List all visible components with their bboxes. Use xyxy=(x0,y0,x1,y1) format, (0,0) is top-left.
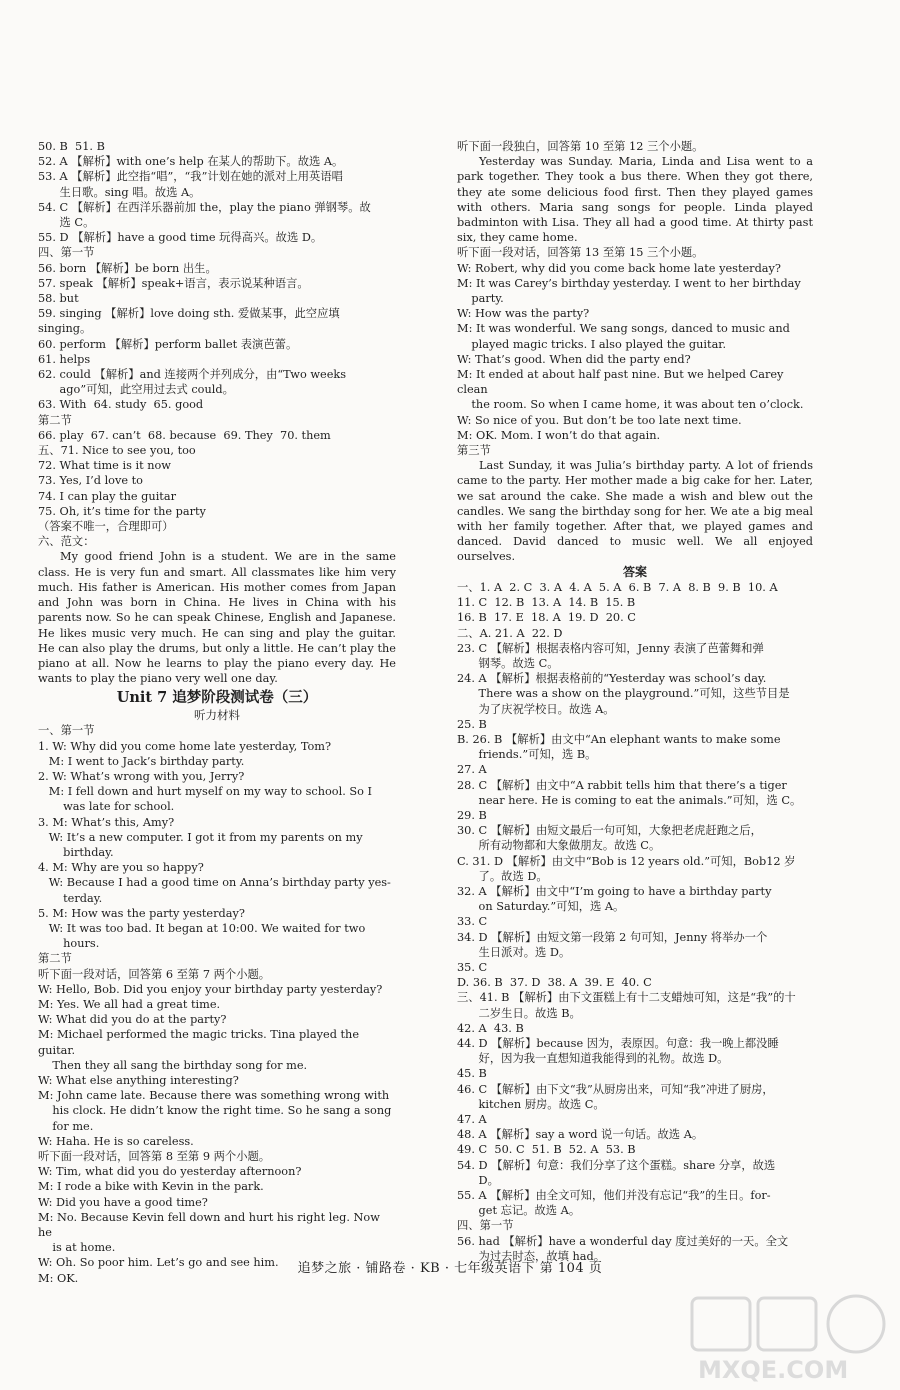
answer-line: 60. perform 【解析】perform ballet 表演芭蕾。 xyxy=(38,337,298,351)
answer-line: 44. D 【解析】because 因为，表原因。句意：我一晚上都没睡 xyxy=(457,1036,779,1050)
answer-line: 五、71. Nice to see you, too xyxy=(38,444,196,458)
listening-line: W: It’s a new computer. I got it from my parents on my xyxy=(38,830,363,844)
listening-line: W: So nice of you. But don’t be too late next time. xyxy=(457,413,742,427)
listening-line: played magic tricks. I also played the guitar. xyxy=(457,337,727,351)
answer-line: on Saturday.”可知，选 A。 xyxy=(457,900,625,914)
listening-line: W: Robert, why did you come back home late yesterday? xyxy=(457,261,781,275)
page-footer: 追梦之旅 · 铺路卷 · KB · 七年级英语下 第 104 页 xyxy=(297,1261,603,1276)
listening-line: W: Hello, Bob. Did you enjoy your birthday party yesterday? xyxy=(38,982,383,996)
answer-line: 11. C 12. B 13. A 14. B 15. B xyxy=(457,596,636,610)
answer-line: 25. B xyxy=(457,717,487,731)
listening-line: M: It was wonderful. We sang songs, danced to music and xyxy=(457,322,790,336)
listening-line: 一、第一节 xyxy=(38,724,95,738)
listening-line: M: I fell down and hurt myself on my way to school. So I xyxy=(38,785,372,799)
answer-line: 一、1. A 2. C 3. A 4. A 5. A 6. B 7. A 8. B 9. B 10. A xyxy=(457,580,778,594)
listening-line: 第二节 xyxy=(38,952,72,966)
listening-line: 听下面一段独白，回答第 10 至第 12 三个小题。 xyxy=(457,140,704,153)
listening-line: 2. W: What’s wrong with you, Jerry? xyxy=(38,769,245,783)
answer-line: 57. speak 【解析】speak+语言，表示说某种语言。 xyxy=(38,276,309,290)
answer-line: 32. A 【解析】由文中“I’m going to have a birthday party xyxy=(457,884,772,898)
answer-line: 二岁生日。故选 B。 xyxy=(457,1006,581,1020)
listening-line: M: It ended at about half past nine. But we helped Carey clean xyxy=(457,368,788,397)
listening-line: 第三节 xyxy=(457,444,491,458)
answer-line: 四、第一节 xyxy=(457,1219,514,1233)
answer-line: 73. Yes, I’d love to xyxy=(38,474,143,488)
answer-line: 所有动物都和大象做朋友。故选 C。 xyxy=(457,839,661,853)
answer-line: 72. What time is it now xyxy=(38,459,171,473)
answer-line: 63. With 64. study 65. good xyxy=(38,398,204,412)
answer-line: 二、A. 21. A 22. D xyxy=(457,626,563,640)
listening-line: the room. So when I came home, it was about ten o’clock. xyxy=(457,398,804,412)
answer-line: 30. C 【解析】由短文最后一句可知，大象把老虎赶跑之后， xyxy=(457,824,762,838)
answer-line: 54. D 【解析】句意：我们分享了这个蛋糕。share 分享，故选 xyxy=(457,1158,776,1172)
answer-line: 24. A 【解析】根据表格前的“Yesterday was school’s day. xyxy=(457,672,767,686)
left-column xyxy=(38,139,396,1286)
answer-line: 了。故选 D。 xyxy=(457,869,548,883)
passage-paragraph: Last Sunday, it was Julia’s birthday party. A lot of friends came to the party. Her mother made a big cake for her. Later, we sat around the cake. She made a wish and blew out the candles. We sang the birthday song for her. We ate a big meal with her family together. After that, we played games and danced. David danced to music well. We all enjoyed ourselves. xyxy=(457,459,813,564)
listening-line: W: Tim, what did you do yesterday afternoon? xyxy=(38,1165,302,1179)
answer-line: D。 xyxy=(457,1173,499,1187)
answer-line: 16. B 17. E 18. A 19. D 20. C xyxy=(457,611,636,625)
right-column xyxy=(457,139,813,1264)
answer-line: 61. helps xyxy=(38,352,91,366)
listening-line: is at home. xyxy=(38,1241,116,1255)
listening-line: W: That’s good. When did the party end? xyxy=(457,352,691,366)
answer-line: （答案不唯一，合理即可） xyxy=(38,520,174,534)
answer-line: 三、41. B 【解析】由下文蛋糕上有十二支蜡烛可知，这是“我”的十 xyxy=(457,991,796,1005)
answer-line: 75. Oh, it’s time for the party xyxy=(38,504,206,518)
listening-line: M: OK. xyxy=(38,1271,79,1285)
answer-line: 35. C xyxy=(457,960,488,974)
listening-line: M: I went to Jack’s birthday party. xyxy=(38,754,245,768)
listening-line: W: How was the party? xyxy=(457,307,590,321)
answer-line: 为过去时态，故填 had。 xyxy=(457,1249,606,1263)
listening-line: M: I rode a bike with Kevin in the park. xyxy=(38,1180,264,1194)
svg-text:MXQE.COM: MXQE.COM xyxy=(698,1356,849,1384)
listening-line: W: It was too bad. It began at 10:00. We waited for two xyxy=(38,921,366,935)
listening-line: W: What else anything interesting? xyxy=(38,1073,239,1087)
monologue-paragraph: Yesterday was Sunday. Maria, Linda and Lisa went to a park together. They took a bus there. When they got there, they ate some delicious food first. Then they played games with others. Maria sang songs for people. Linda played badminton with Lisa. They all had a good time. At thirty past six, they came home. xyxy=(457,155,813,245)
answer-line: C. 31. D 【解析】由文中“Bob is 12 years old.”可知，Bob12 岁 xyxy=(457,854,796,868)
answer-line: 56. born 【解析】be born 出生。 xyxy=(38,261,217,275)
answer-line: friends.”可知，选 B。 xyxy=(457,748,597,762)
answer-line: 45. B xyxy=(457,1067,487,1081)
listening-line: W: Did you have a good time? xyxy=(38,1195,208,1209)
answer-line: 55. D 【解析】have a good time 玩得高兴。故选 D。 xyxy=(38,231,323,245)
answer-line: 27. A xyxy=(457,763,487,777)
listening-line: M: Michael performed the magic tricks. Tina played the guitar. xyxy=(38,1028,363,1057)
listening-line: W: Because I had a good time on Anna’s birthday party yes- xyxy=(38,876,391,890)
answer-line: 四、第一节 xyxy=(38,246,95,260)
listening-line: birthday. xyxy=(38,845,114,859)
answer-line: 生日派对。选 D。 xyxy=(457,945,571,959)
answer-line: 48. A 【解析】say a word 说一句话。故选 A。 xyxy=(457,1128,704,1142)
answer-line: 钢琴。故选 C。 xyxy=(457,656,559,670)
answer-line: 第二节 xyxy=(38,413,72,427)
answer-line: 好，因为我一直想知道我能得到的礼物。故选 D。 xyxy=(457,1052,729,1066)
answer-line: 59. singing 【解析】love doing sth. 爱做某事，此空应填 singing。 xyxy=(38,307,344,336)
listening-line: his clock. He didn’t know the right time. So he sang a song xyxy=(38,1104,392,1118)
listening-line: W: Haha. He is so careless. xyxy=(38,1134,194,1148)
answer-line: 23. C 【解析】根据表格内容可知，Jenny 表演了芭蕾舞和弹 xyxy=(457,641,764,655)
listening-line: for me. xyxy=(38,1119,94,1133)
answer-line: get 忘记。故选 A。 xyxy=(457,1204,581,1218)
listening-line: M: It was Carey’s birthday yesterday. I went to her birthday xyxy=(457,276,801,290)
listening-line: 听下面一段对话，回答第 6 至第 7 两个小题。 xyxy=(38,967,271,981)
answer-line: B. 26. B 【解析】由文中“An elephant wants to make some xyxy=(457,732,781,746)
listening-line: M: John came late. Because there was something wrong with xyxy=(38,1089,390,1103)
answer-line: 58. but xyxy=(38,292,79,306)
answer-line: 33. C xyxy=(457,915,488,929)
listening-line: 听下面一段对话，回答第 13 至第 15 三个小题。 xyxy=(457,246,704,260)
answer-line: near here. He is coming to eat the animals.”可知，选 C。 xyxy=(457,793,802,807)
answer-line: 28. C 【解析】由文中“A rabbit tells him that there’s a tiger xyxy=(457,778,787,792)
answer-line: 52. A 【解析】with one’s help 在某人的帮助下。故选 A。 xyxy=(38,155,344,169)
listening-line: 5. M: How was the party yesterday? xyxy=(38,906,245,920)
listening-subtitle: 听力材料 xyxy=(194,708,240,723)
answer-line: 66. play 67. can’t 68. because 69. They 70. them xyxy=(38,428,331,442)
answer-line: 50. B 51. B xyxy=(38,140,105,153)
answer-line: 生日歌。sing 唱。故选 A。 xyxy=(38,185,201,199)
unit-title: Unit 7 追梦阶段测试卷（三） xyxy=(116,689,318,707)
answer-line: 47. A xyxy=(457,1113,487,1126)
listening-line: was late for school. xyxy=(38,800,175,814)
listening-line: 3. M: What’s this, Amy? xyxy=(38,815,175,829)
listening-line: 4. M: Why are you so happy? xyxy=(38,861,204,875)
listening-line: 1. W: Why did you come home late yesterday, Tom? xyxy=(38,739,332,753)
answer-line: There was a show on the playground.”可知，这些节目是 xyxy=(457,687,790,701)
answer-line: kitchen 厨房。故选 C。 xyxy=(457,1097,605,1111)
answer-line: 55. A 【解析】由全文可知，他们并没有忘记“我”的生日。for- xyxy=(457,1189,771,1203)
listening-line: M: No. Because Kevin fell down and hurt his right leg. Now he xyxy=(38,1210,384,1240)
answer-line: D. 36. B 37. D 38. A 39. E 40. C xyxy=(457,976,652,990)
answer-line: 29. B xyxy=(457,808,487,822)
answer-line: ago”可知，此空用过去式 could。 xyxy=(38,383,234,397)
listening-line: W: What did you do at the party? xyxy=(38,1013,227,1027)
listening-line: 听下面一段对话，回答第 8 至第 9 两个小题。 xyxy=(38,1150,271,1163)
answer-line: 56. had 【解析】have a wonderful day 度过美好的一天。全文 xyxy=(457,1234,789,1248)
listening-line: M: Yes. We all had a great time. xyxy=(38,997,221,1011)
answer-line: 46. C 【解析】由下文“我”从厨房出来，可知“我”冲进了厨房， xyxy=(457,1082,774,1096)
listening-line: terday. xyxy=(38,891,103,905)
listening-line: M: OK. Mom. I won’t do that again. xyxy=(457,428,661,442)
answer-line: 49. C 50. C 51. B 52. A 53. B xyxy=(457,1143,636,1157)
answer-line: 53. A 【解析】此空指“唱”，“我”计划在她的派对上用英语唱 xyxy=(38,170,343,184)
answer-line: 六、范文： xyxy=(38,535,95,549)
answers-title: 答案 xyxy=(622,564,647,579)
listening-line: Then they all sang the birthday song for me. xyxy=(38,1058,308,1072)
listening-line: hours. xyxy=(38,937,100,951)
answer-line: 74. I can play the guitar xyxy=(38,489,176,503)
answer-line: 42. A 43. B xyxy=(457,1021,524,1035)
answer-line: 为了庆祝学校日。故选 A。 xyxy=(457,702,615,716)
watermark-logo xyxy=(686,1292,891,1384)
model-essay: My good friend John is a student. We are in the same class. He is very fun and smart. All classmates like him very much. His father is American. His mother comes from Japan and John was born in China. He lives in China with his parents now. So he can speak Chinese, English and Japanese. He likes music very much. He can sing and play the guitar. He can also play the drums, but only a little. He can’t play the piano at all. Now he learns to play the piano every day. He wants to play the piano very well one day. xyxy=(38,550,396,686)
answer-line: 选 C。 xyxy=(38,216,95,230)
listening-line: W: Oh. So poor him. Let’s go and see him. xyxy=(38,1256,279,1270)
answer-line: 54. C 【解析】在西洋乐器前加 the，play the piano 弹钢琴。故 xyxy=(38,200,371,214)
answer-line: 62. could 【解析】and 连接两个并列成分，由“Two weeks xyxy=(38,368,347,382)
listening-line: party. xyxy=(457,292,504,306)
answer-line: 34. D 【解析】由短文第一段第 2 句可知，Jenny 将举办一个 xyxy=(457,930,768,944)
